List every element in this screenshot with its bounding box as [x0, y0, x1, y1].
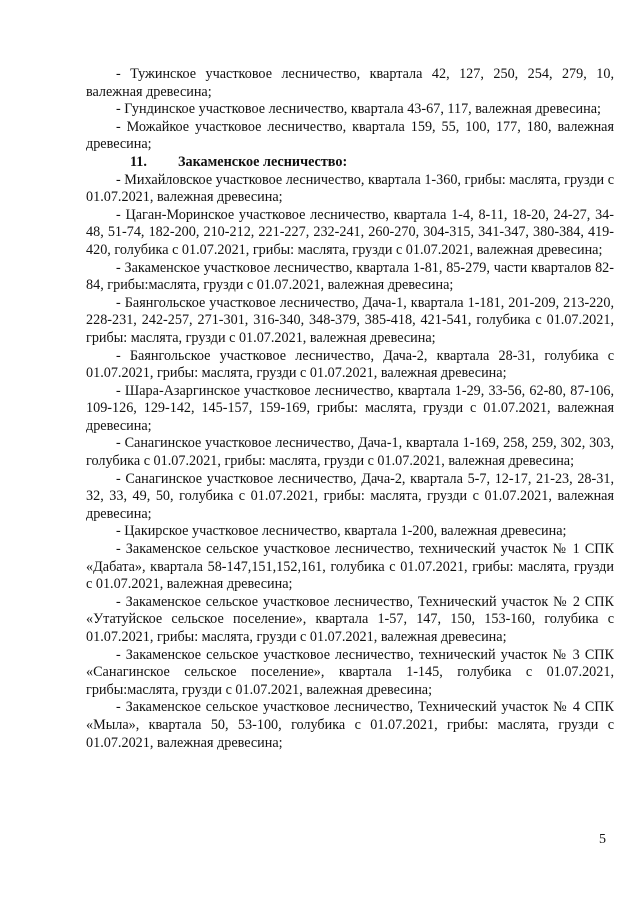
- document-page: [86, 66, 614, 752]
- paragraph-gundinskoe: - Гундинское участковое лесничество, квартала 43-67, 117, валежная древесина;: [116, 101, 601, 118]
- paragraph-sanaginskoe-dacha1: - Санагинское участковое лесничество, Дача-1, квартала 1-169, 258, 259, 302, 303, голубика с 01.07.2021, грибы: маслята, грузди с 01.07.2021, валежная древесина;: [86, 435, 614, 470]
- section-number: 11.: [130, 153, 147, 170]
- paragraph-mozhaykoe: - Можайкое участковое лесничество, квартала 159, 55, 100, 177, 180, валежная древесина;: [86, 118, 614, 153]
- paragraph-tsagan-morinskoe: - Цаган-Моринское участковое лесничество, квартала 1-4, 8-11, 18-20, 24-27, 34-48, 51-74, 182-200, 210-212, 221-227, 232-241, 260-270, 304-315, 341-347, 380-384, 419-420, голубика с 01.07.2021, грибы: маслята, грузди с 01.07.2021, валежная древесина;: [86, 206, 614, 258]
- paragraph-tsakirskoe: - Цакирское участковое лесничество, квартала 1-200, валежная древесина;: [116, 523, 567, 540]
- page-number: 5: [599, 832, 606, 847]
- paragraph-shara-azarginskoe: - Шара-Азаргинское участковое лесничество, квартала 1-29, 33-56, 62-80, 87-106, 109-126, 129-142, 145-157, 159-169, грибы: маслята, грузди с 01.07.2021, валежная древесина;: [86, 382, 614, 434]
- paragraph-mikhaylovskoe: - Михайловское участковое лесничество, квартала 1-360, грибы: маслята, грузди с 01.07.2021, валежная древесина;: [86, 171, 614, 206]
- paragraph-technical-site-4: - Закаменское сельское участковое лесничество, Технический участок № 4 СПК «Мыла», квартала 50, 53-100, голубика с 01.07.2021, грибы: маслята, грузди с 01.07.2021, валежная древесина;: [86, 699, 614, 751]
- paragraph-zakamenskoe: - Закаменское участковое лесничество, квартала 1-81, 85-279, части кварталов 82-84, грибы:маслята, грузди с 01.07.2021, валежная древесина;: [86, 259, 614, 294]
- paragraph-technical-site-1: - Закаменское сельское участковое лесничество, технический участок № 1 СПК «Дабата», квартала 58-147,151,152,161, голубика с 01.07.2021, грибы: маслята, грузди с 01.07.2021, валежная древесина;: [86, 541, 614, 593]
- paragraph-bayangolskoe-dacha1: - Баянгольское участковое лесничество, Дача-1, квартала 1-181, 201-209, 213-220, 228-231, 242-257, 271-301, 316-340, 348-379, 385-418, 421-541, голубика с 01.07.2021, грибы: маслята, грузди с 01.07.2021, валежная древесина;: [86, 294, 614, 346]
- paragraph-tuzhinskoe: - Тужинское участковое лесничество, квартала 42, 127, 250, 254, 279, 10, валежная древесина;: [86, 66, 614, 100]
- section-heading: [86, 154, 614, 172]
- paragraph-technical-site-2: - Закаменское сельское участковое лесничество, Технический участок № 2 СПК «Утатуйское сельское поселение», квартала 1-57, 147, 150, 153-160, голубика с 01.07.2021, грибы: маслята, грузди с 01.07.2021, валежная древесина;: [86, 593, 614, 645]
- paragraph-bayangolskoe-dacha2: - Баянгольское участковое лесничество, Дача-2, квартала 28-31, голубика с 01.07.2021, грибы: маслята, грузди с 01.07.2021, валежная древесина;: [86, 347, 614, 382]
- paragraph-technical-site-3: - Закаменское сельское участковое лесничество, технический участок № 3 СПК «Санагинское сельское поселение», квартала 1-145, голубика с 01.07.2021, грибы:маслята, грузди с 01.07.2021, валежная древесина;: [86, 646, 614, 698]
- section-title: Закаменское лесничество:: [178, 153, 348, 170]
- paragraph-sanaginskoe-dacha2: - Санагинское участковое лесничество, Дача-2, квартала 5-7, 12-17, 21-23, 28-31, 32, 33, 49, 50, голубика с 01.07.2021, грибы: маслята, грузди с 01.07.2021, валежная древесина;: [86, 470, 614, 522]
